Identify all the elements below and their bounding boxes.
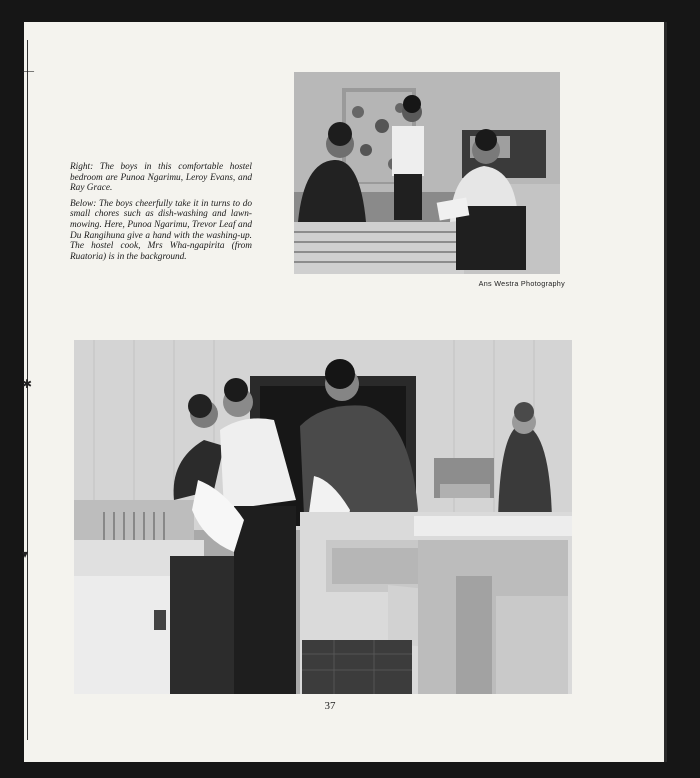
binding-tick: —: [22, 63, 34, 77]
binding-arrow-icon: ▾: [22, 547, 29, 561]
photo-credit: Ans Westra Photography: [478, 279, 565, 288]
photo-captions: [70, 162, 252, 267]
binding-star-icon: ✱: [22, 377, 33, 391]
bedroom-photo: [294, 72, 560, 274]
caption-below: Below: The boys cheerfully take it in turns to do small chores such as dish-washing and lawn-mowing. Here, Punoa Ngarimu, Trevor Leaf and Du Rangihuna give a hand with the washing-up. The hostel cook, Mrs Wha-ngapirita (from Ruatoria) is in the background.: [70, 198, 252, 262]
binding-edge: [22, 40, 34, 740]
page-number: 37: [324, 700, 336, 712]
kitchen-photo: [74, 340, 572, 694]
caption-right: Right: The boys in this comfortable hostel bedroom are Punoa Ngarimu, Leroy Evans, and Ray Grace.: [70, 162, 252, 194]
